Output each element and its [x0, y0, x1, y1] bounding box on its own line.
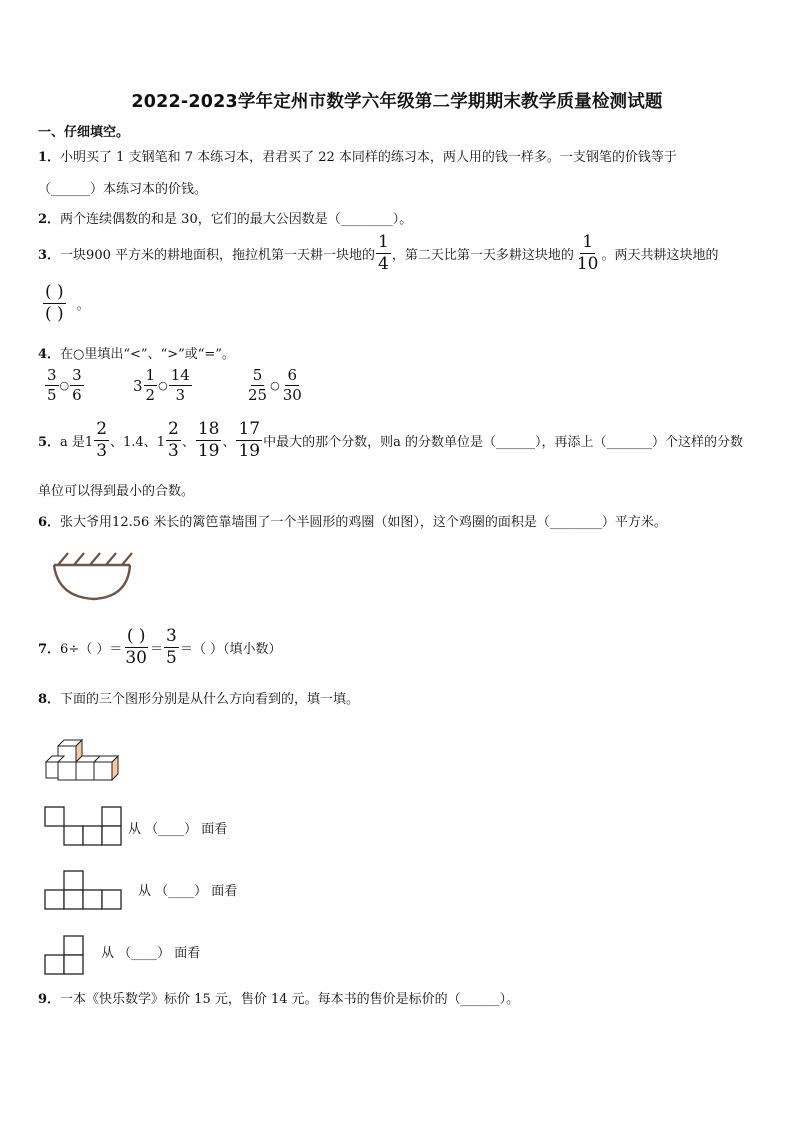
semicircle-fence	[54, 565, 130, 599]
view-diagram-3	[44, 935, 86, 975]
fraction: $\frac{6}{30}$	[282, 366, 302, 404]
question-text: ＝（ ）（填小数）	[179, 642, 282, 657]
fraction: $\frac{14}{3}$	[170, 366, 190, 404]
question-text: ，第二天比第一天多耕这块地的	[391, 248, 574, 263]
question-text: 、1.4、1	[110, 435, 165, 450]
question-7	[38, 628, 281, 667]
fraction: $\frac{18}{19}$	[197, 419, 220, 461]
question-2	[38, 208, 412, 227]
question-6	[38, 511, 667, 530]
question-1-continuation: （______）本练习本的价钱。	[38, 182, 208, 197]
question-number: 5．	[38, 435, 61, 450]
period: 。	[76, 298, 90, 313]
question-text: 、	[222, 435, 236, 450]
wall-hatching	[58, 553, 132, 565]
answer-blank-fraction	[42, 284, 90, 323]
question-text: 一块900 平方米的耕地面积，拖拉机第一天耕一块地的	[60, 248, 375, 263]
fraction: $\frac{3}{6}$	[72, 366, 82, 404]
fraction: $\frac{5}{25}$	[248, 366, 268, 404]
page-title: 2022-2023学年定州市数学六年级第二学期期末教学质量检测试题	[131, 92, 663, 112]
view-1-answer: 从 （____） 面看	[128, 822, 228, 837]
fraction: $\frac{1}{4}$	[378, 232, 389, 274]
fraction: $\frac{( )}{30}$	[125, 626, 147, 668]
question-text: 在○里填出“<”、“>”或“=”。	[60, 347, 235, 362]
question-4	[38, 343, 235, 362]
question-number: 9．	[38, 992, 61, 1007]
question-text: 张大爷用12.56 米长的篱笆靠墙围了一个半圆形的鸡圈（如图），这个鸡圈的面积是（________）平方米。	[60, 515, 667, 530]
comparison-1	[44, 368, 85, 403]
compare-circle: ○	[158, 379, 168, 392]
fraction: $\frac{3}{5}$	[166, 626, 177, 668]
cube-stack-figure	[44, 740, 126, 784]
question-text: 一本《快乐数学》标价 15 元，售价 14 元。每本书的售价是标价的（______）。	[60, 992, 520, 1007]
question-3	[38, 234, 719, 273]
question-text: 6÷（ ）＝	[60, 642, 123, 657]
fraction: $\frac{1}{2}$	[145, 366, 156, 404]
view-2-answer: 从 （____） 面看	[138, 884, 238, 899]
question-text: 小明买了 1 支钢笔和 7 本练习本，君君买了 22 本同样的练习本，两人用的钱一样多。一支钢笔的价钱等于	[60, 150, 677, 165]
whole-number: 3	[133, 376, 143, 395]
question-5-continuation: 单位可以得到最小的合数。	[38, 484, 195, 499]
question-text: a 是1	[60, 435, 94, 450]
fraction: $\frac{3}{5}$	[47, 366, 57, 404]
question-number: 1．	[38, 150, 61, 165]
compare-circle: ○	[59, 379, 70, 392]
question-5	[38, 421, 743, 460]
section-heading: 一、仔细填空。	[38, 125, 130, 140]
question-number: 3．	[38, 248, 61, 263]
fraction: $\frac{2}{3}$	[96, 419, 108, 461]
fraction: $\frac{2}{3}$	[167, 419, 179, 461]
question-number: 2．	[38, 212, 61, 227]
semicircle-pen-diagram	[50, 545, 135, 603]
question-text: 、	[181, 435, 195, 450]
question-text: 。两天共耕这块地的	[601, 248, 719, 263]
question-number: 6．	[38, 515, 61, 530]
comparison-2	[133, 368, 193, 403]
comparison-3	[245, 368, 305, 403]
question-text: 两个连续偶数的和是 30，它们的最大公因数是（________）。	[60, 212, 413, 227]
view-diagram-2	[44, 870, 124, 910]
question-text: 中最大的那个分数，则a 的分数单位是（______），再添上（_______）个这样的分数	[263, 435, 744, 450]
question-number: 7．	[38, 642, 61, 657]
question-number: 4．	[38, 347, 61, 362]
question-8	[38, 688, 359, 707]
question-text: ＝	[149, 642, 163, 657]
question-text: 下面的三个图形分别是从什么方向看到的，填一填。	[60, 692, 360, 707]
view-3-answer: 从 （____） 面看	[101, 946, 201, 961]
view-diagram-1	[44, 806, 124, 846]
question-1	[38, 146, 677, 165]
compare-circle: ○	[270, 379, 280, 392]
question-9	[38, 988, 519, 1007]
question-number: 8．	[38, 692, 61, 707]
fraction: $\frac{1}{10}$	[576, 232, 599, 274]
fraction: $\frac{17}{19}$	[238, 419, 261, 461]
fraction: $\frac{( )}{( )}$	[45, 282, 64, 324]
